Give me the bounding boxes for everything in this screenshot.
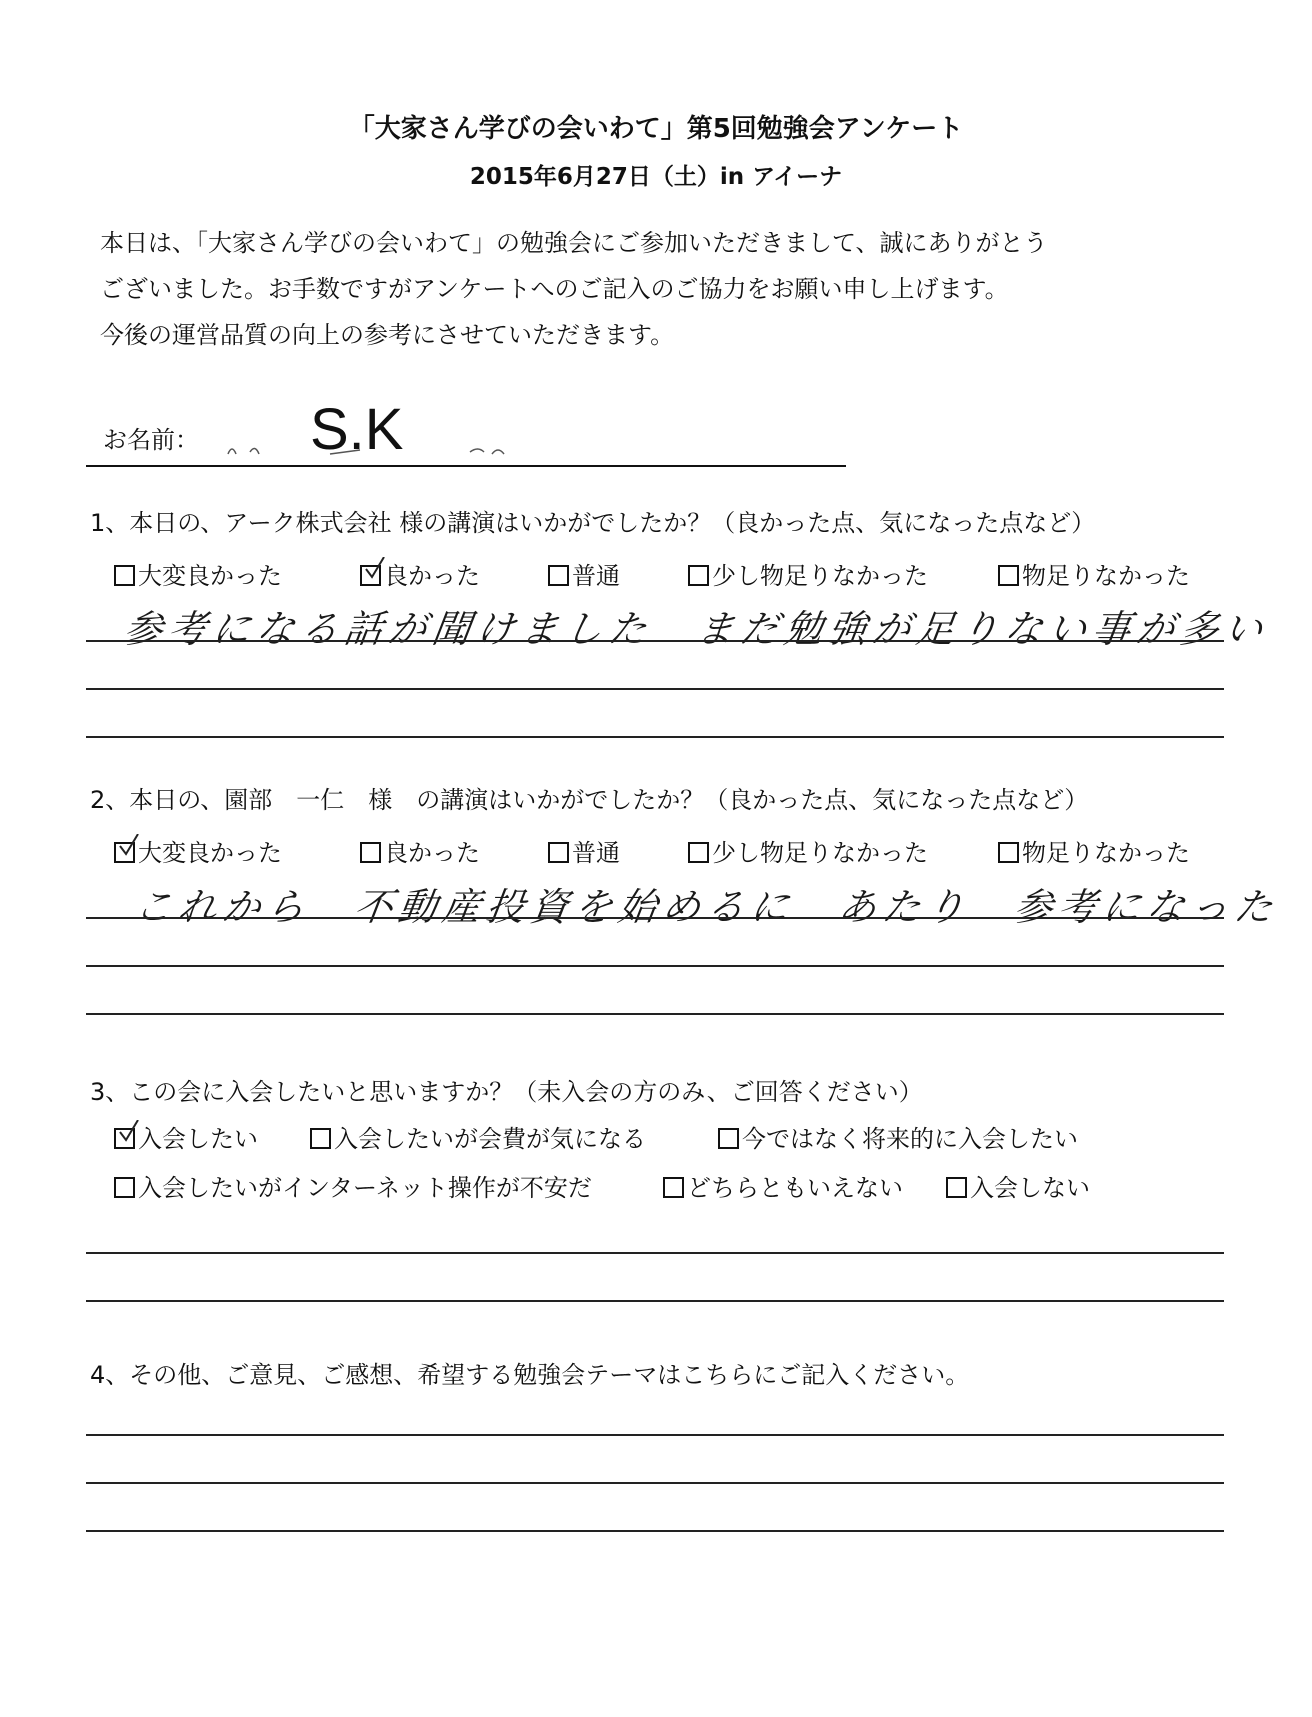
q3-option-not-join[interactable] [946,1168,1090,1203]
checkbox-checked[interactable] [360,565,381,586]
answer-line [86,1434,1224,1436]
name-value[interactable]: S.K [310,397,404,462]
q3-option-join-fee-concern[interactable] [310,1119,646,1154]
option-label: 物足りなかった [1022,839,1190,867]
checkbox[interactable] [548,565,569,586]
answer-line [86,1482,1224,1484]
answer-line [86,640,1224,642]
q3-option-undecided[interactable] [663,1168,903,1203]
answer-line [86,917,1224,919]
option-label: 少し物足りなかった [712,562,928,590]
question-3: 3、この会に入会したいと思いますか？（未入会の方のみ、ご回答ください） [90,1078,923,1106]
option-label: 入会しない [970,1174,1090,1202]
q1-option-very-good[interactable] [114,556,282,591]
checkbox[interactable] [360,842,381,863]
q1-option-normal[interactable] [548,556,620,591]
checkbox[interactable] [688,565,709,586]
answer-line [86,736,1224,738]
q1-handwritten-answer: 参考になる話が聞けました まだ勉強が足りない事が多い [121,607,1272,651]
checkbox[interactable] [946,1177,967,1198]
option-label: 良かった [384,839,480,867]
answer-line [86,1530,1224,1532]
answer-line [86,1300,1224,1302]
survey-date-venue: 2015年6月27日（土）in アイーナ [469,164,843,190]
checkbox[interactable] [998,565,1019,586]
name-label: お名前： [103,426,199,454]
option-label: 物足りなかった [1022,562,1190,590]
checkbox[interactable] [998,842,1019,863]
q3-option-join-internet-concern[interactable] [114,1168,592,1203]
checkbox[interactable] [663,1177,684,1198]
checkbox[interactable] [114,565,135,586]
answer-line [86,1013,1224,1015]
q1-option-good[interactable] [360,556,480,591]
option-label: 大変良かった [138,839,282,867]
question-2: 2、本日の、園部 一仁 様 の講演はいかがでしたか？（良かった点、気になった点など） [90,786,1089,814]
option-label: 大変良かった [138,562,282,590]
checkbox[interactable] [688,842,709,863]
check-icon [118,834,142,858]
q1-option-lacking[interactable] [998,556,1190,591]
checkbox[interactable] [718,1128,739,1149]
option-label: 良かった [384,562,480,590]
intro-line: ございました。お手数ですがアンケートへのご記入のご協力をお願い申し上げます。 [100,275,1009,303]
q2-option-normal[interactable] [548,833,620,868]
checkbox[interactable] [548,842,569,863]
q2-option-good[interactable] [360,833,480,868]
option-label: 入会したいがインターネット操作が不安だ [138,1174,592,1202]
q1-option-slightly-lacking[interactable] [688,556,928,591]
q3-option-join-later[interactable] [718,1119,1078,1154]
answer-line [86,688,1224,690]
answer-line [86,1252,1224,1254]
checkbox[interactable] [310,1128,331,1149]
survey-title: 「大家さん学びの会いわて」第5回勉強会アンケート [348,114,964,144]
check-icon [118,1120,142,1144]
intro-line: 本日は、「大家さん学びの会いわて」の勉強会にご参加いただきまして、誠にありがとう [100,229,1048,257]
checkbox[interactable] [114,1177,135,1198]
intro-line: 今後の運営品質の向上の参考にさせていただきます。 [100,321,675,349]
intro-text [100,220,1250,358]
q2-option-lacking[interactable] [998,833,1190,868]
option-label: 入会したい [138,1125,258,1153]
option-label: 普通 [572,839,620,867]
checkbox-checked[interactable] [114,1128,135,1149]
option-label: 少し物足りなかった [712,839,928,867]
option-label: どちらともいえない [687,1174,903,1202]
checkbox-checked[interactable] [114,842,135,863]
check-icon [364,557,388,581]
q2-option-slightly-lacking[interactable] [688,833,928,868]
option-label: 入会したいが会費が気になる [334,1125,646,1153]
question-4: 4、その他、ご意見、ご感想、希望する勉強会テーマはこちらにご記入ください。 [90,1361,970,1389]
q2-handwritten-answer: これから 不動産投資を始めるに あたり 参考になった [131,885,1282,929]
option-label: 普通 [572,562,620,590]
name-underline [86,465,846,467]
option-label: 今ではなく将来的に入会したい [742,1125,1078,1153]
answer-line [86,965,1224,967]
q2-option-very-good[interactable] [114,833,282,868]
q3-option-join[interactable] [114,1119,258,1154]
handwriting-scribble [220,440,520,460]
question-1: 1、本日の、アーク株式会社 様の講演はいかがでしたか？（良かった点、気になった点など） [90,509,1096,537]
